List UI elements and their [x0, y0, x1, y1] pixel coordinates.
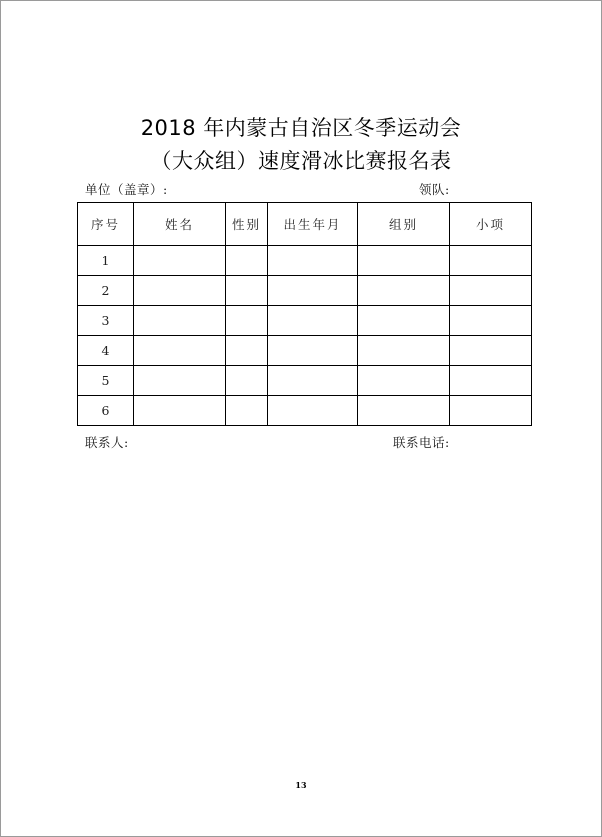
group-cell	[358, 246, 450, 276]
group-cell	[358, 366, 450, 396]
birth-date-cell	[268, 366, 358, 396]
header-cell-event: 小项	[450, 203, 532, 246]
group-cell	[358, 336, 450, 366]
name-cell	[134, 306, 226, 336]
table-row	[78, 246, 532, 276]
table-row	[78, 276, 532, 306]
table-header-row	[78, 203, 532, 246]
name-cell	[134, 336, 226, 366]
table-row	[78, 396, 532, 426]
table-row	[78, 336, 532, 366]
event-cell	[450, 366, 532, 396]
name-cell	[134, 246, 226, 276]
header-cell-name: 姓名	[134, 203, 226, 246]
contact-person-label: 联系人:	[85, 435, 129, 450]
name-cell	[134, 366, 226, 396]
header-cell-group: 组别	[358, 203, 450, 246]
row-number-cell: 1	[78, 246, 134, 276]
birth-date-cell	[268, 396, 358, 426]
team-leader-label: 领队:	[419, 182, 450, 197]
row-number-cell: 4	[78, 336, 134, 366]
event-cell	[450, 336, 532, 366]
birth-date-cell	[268, 306, 358, 336]
event-cell	[450, 396, 532, 426]
contact-phone-label: 联系电话:	[393, 435, 450, 450]
birth-date-cell	[268, 276, 358, 306]
document-title-line-1: 2018 年内蒙古自治区冬季运动会	[140, 116, 462, 140]
gender-cell	[226, 366, 268, 396]
header-cell-gender: 性别	[226, 203, 268, 246]
event-cell	[450, 306, 532, 336]
table-row	[78, 366, 532, 396]
row-number-cell: 6	[78, 396, 134, 426]
gender-cell	[226, 246, 268, 276]
group-cell	[358, 306, 450, 336]
registration-table	[77, 202, 532, 426]
name-cell	[134, 276, 226, 306]
event-cell	[450, 246, 532, 276]
row-number-cell: 5	[78, 366, 134, 396]
event-cell	[450, 276, 532, 306]
row-number-cell: 3	[78, 306, 134, 336]
birth-date-cell	[268, 246, 358, 276]
page-number: 13	[295, 780, 307, 790]
table-row	[78, 306, 532, 336]
gender-cell	[226, 276, 268, 306]
unit-stamp-label: 单位（盖章）:	[85, 182, 168, 197]
group-cell	[358, 276, 450, 306]
birth-date-cell	[268, 336, 358, 366]
gender-cell	[226, 306, 268, 336]
gender-cell	[226, 396, 268, 426]
header-cell-birth-date: 出生年月	[268, 203, 358, 246]
name-cell	[134, 396, 226, 426]
document-title-line-2: （大众组）速度滑冰比赛报名表	[150, 149, 452, 173]
gender-cell	[226, 336, 268, 366]
header-cell-serial-number: 序号	[78, 203, 134, 246]
row-number-cell: 2	[78, 276, 134, 306]
group-cell	[358, 396, 450, 426]
